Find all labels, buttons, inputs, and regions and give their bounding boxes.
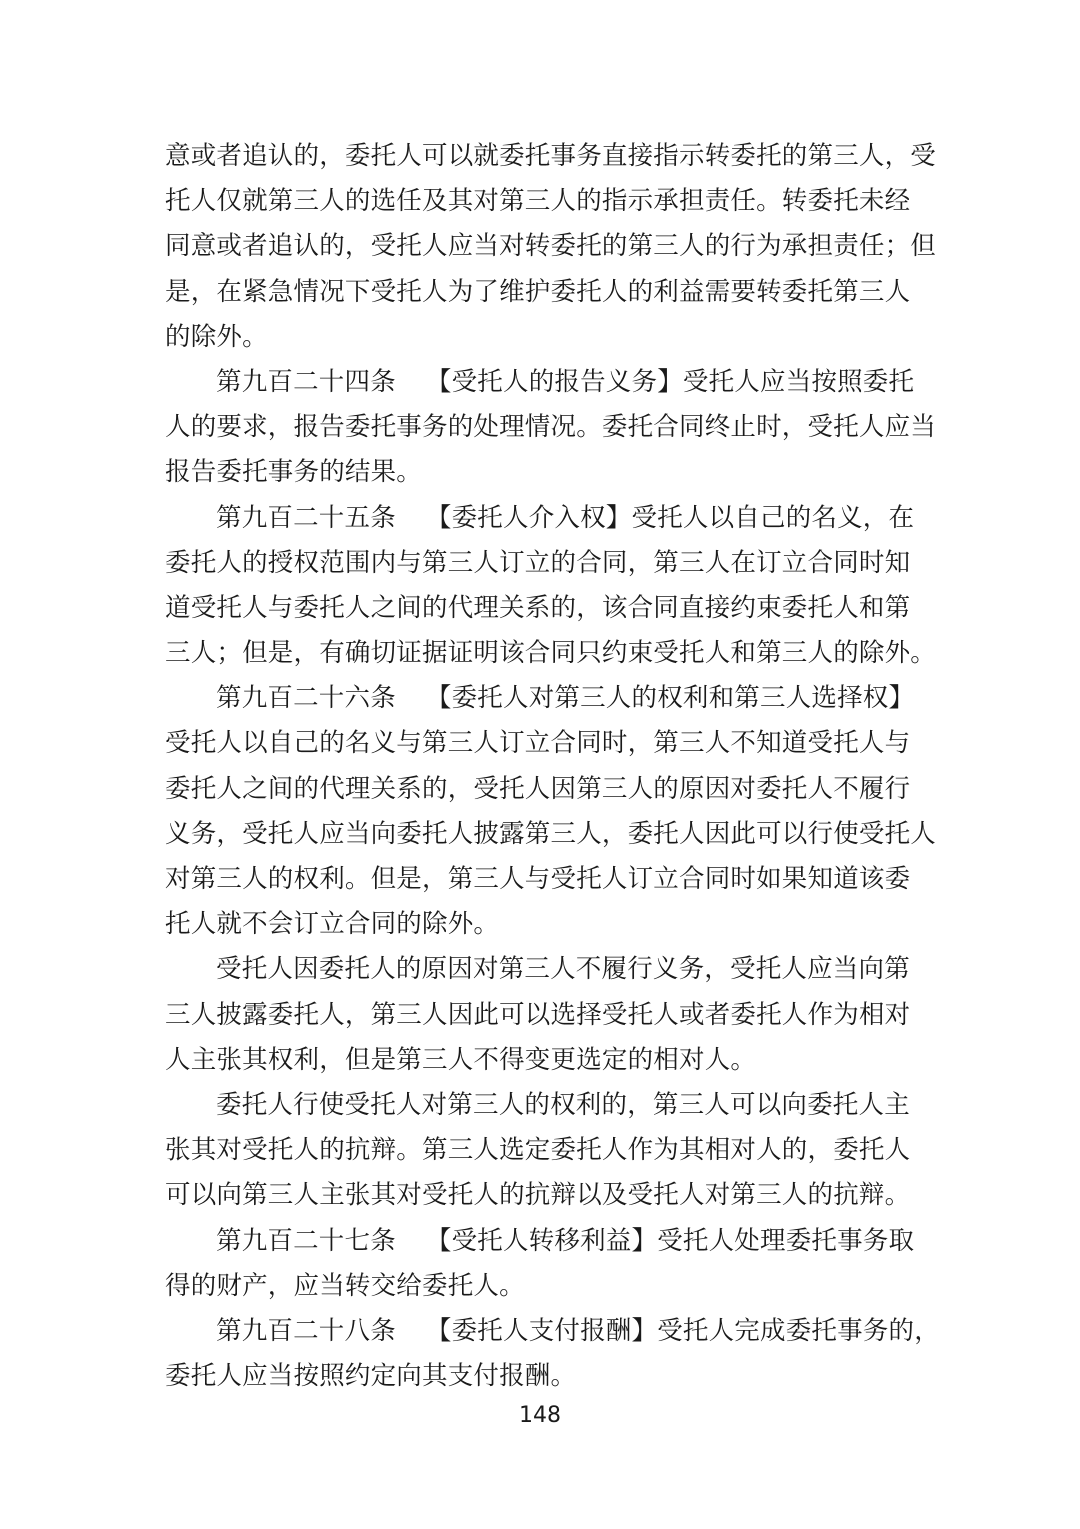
article-number: 第九百二十八条 bbox=[216, 1315, 396, 1346]
article-text: 【委托人介入权】受托人以自己的名义，在 bbox=[425, 502, 915, 533]
article-text: 【受托人转移利益】受托人处理委托事务取 bbox=[425, 1225, 915, 1256]
article-text: 【受托人的报告义务】受托人应当按照委托 bbox=[425, 366, 915, 397]
text-line: 人的要求，报告委托事务的处理情况。委托合同终止时，受托人应当 bbox=[165, 412, 937, 443]
article-926-line bbox=[165, 676, 915, 721]
text-line: 托人就不会订立合同的除外。 bbox=[165, 909, 500, 940]
text-line: 张其对受托人的抗辩。第三人选定委托人作为其相对人的，委托人 bbox=[165, 1135, 911, 1166]
text-line: 三人披露委托人，第三人因此可以选择受托人或者委托人作为相对 bbox=[165, 999, 911, 1030]
text-line: 委托人的授权范围内与第三人订立的合同，第三人在订立合同时知 bbox=[165, 547, 911, 578]
text-line: 人主张其权利，但是第三人不得变更选定的相对人。 bbox=[165, 1044, 757, 1075]
text-line: 托人仅就第三人的选任及其对第三人的指示承担责任。转委托未经 bbox=[165, 186, 911, 217]
text-line: 的除外。 bbox=[165, 321, 268, 352]
article-928-line bbox=[165, 1309, 940, 1354]
document-body bbox=[165, 134, 940, 1399]
text-line: 义务，受托人应当向委托人披露第三人，委托人因此可以行使受托人 bbox=[165, 818, 937, 849]
page-number: 148 bbox=[519, 1403, 561, 1428]
text-line: 得的财产，应当转交给委托人。 bbox=[165, 1270, 525, 1301]
text-line: 对第三人的权利。但是，第三人与受托人订立合同时如果知道该委 bbox=[165, 864, 911, 894]
text-line: 可以向第三人主张其对受托人的抗辩以及受托人对第三人的抗辩。 bbox=[165, 1180, 911, 1211]
text-line: 道受托人与委托人之间的代理关系的，该合同直接约束委托人和第 bbox=[165, 592, 911, 623]
article-number: 第九百二十五条 bbox=[216, 502, 396, 533]
paragraph-first-line: 委托人行使受托人对第三人的权利的，第三人可以向委托人主 bbox=[216, 1089, 910, 1120]
text-line: 三人；但是，有确切证据证明该合同只约束受托人和第三人的除外。 bbox=[165, 638, 937, 669]
article-924-line bbox=[165, 360, 915, 405]
article-number: 第九百二十四条 bbox=[216, 366, 396, 397]
article-text: 【委托人支付报酬】受托人完成委托事务的， bbox=[425, 1315, 940, 1346]
text-line: 报告委托事务的结果。 bbox=[165, 457, 423, 488]
paragraph-first-line: 受托人因委托人的原因对第三人不履行义务，受托人应当向第 bbox=[216, 954, 910, 985]
article-number: 第九百二十七条 bbox=[216, 1225, 396, 1256]
text-line: 受托人以自己的名义与第三人订立合同时，第三人不知道受托人与 bbox=[165, 728, 911, 759]
text-line: 是，在紧急情况下受托人为了维护委托人的利益需要转委托第三人 bbox=[165, 276, 911, 307]
article-text: 【委托人对第三人的权利和第三人选择权】 bbox=[425, 683, 915, 714]
text-line: 同意或者追认的，受托人应当对转委托的第三人的行为承担责任；但 bbox=[165, 231, 937, 262]
article-925-line bbox=[165, 496, 915, 541]
text-line: 委托人应当按照约定向其支付报酬。 bbox=[165, 1361, 577, 1392]
article-927-line bbox=[165, 1219, 915, 1264]
text-line: 意或者追认的，委托人可以就委托事务直接指示转委托的第三人，受 bbox=[165, 141, 937, 171]
article-number: 第九百二十六条 bbox=[216, 683, 396, 714]
text-line: 委托人之间的代理关系的，受托人因第三人的原因对委托人不履行 bbox=[165, 773, 911, 804]
